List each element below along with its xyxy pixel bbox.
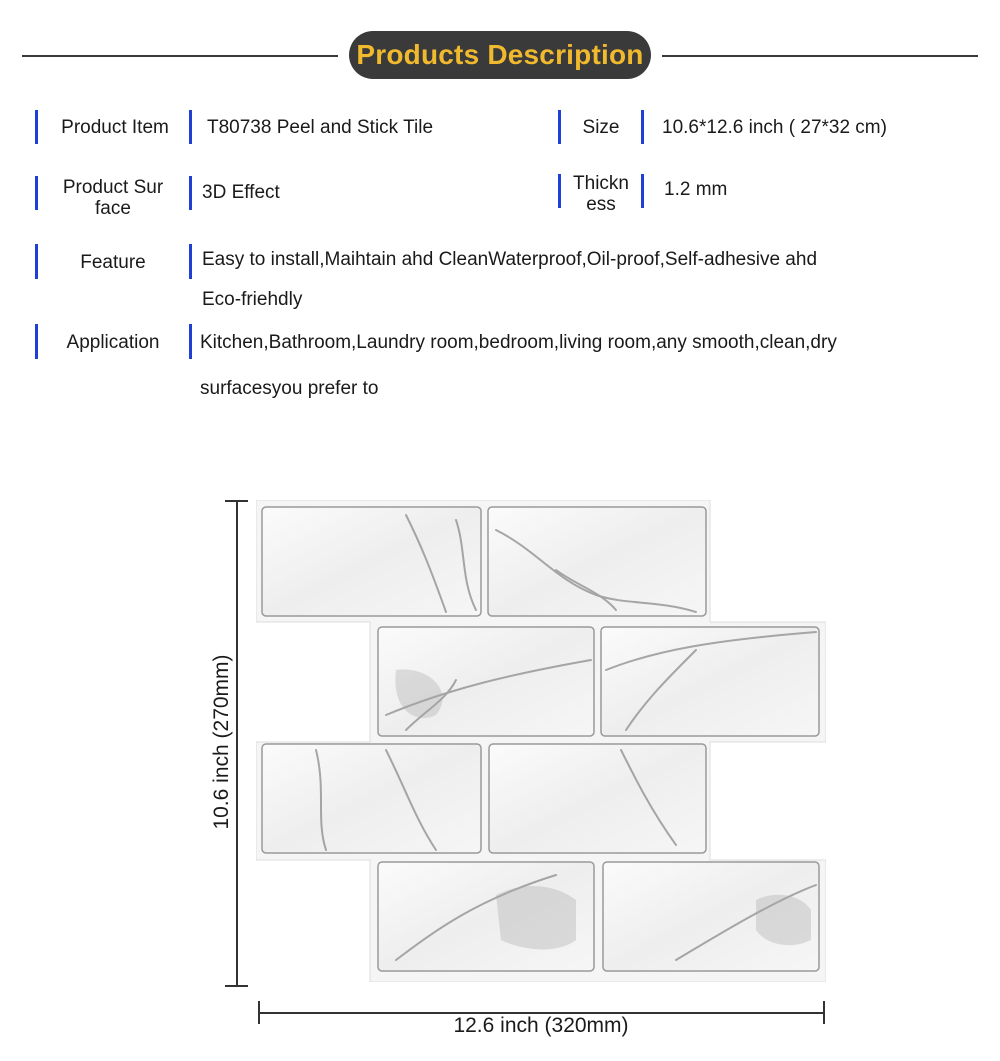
product-surface-value: 3D Effect <box>202 182 280 203</box>
product-surface-label-line2: face <box>95 198 131 219</box>
accent-bar <box>35 324 38 359</box>
product-item-value: T80738 Peel and Stick Tile <box>207 117 434 138</box>
page-title: Products Description <box>349 31 651 79</box>
accent-bar <box>641 110 644 144</box>
header-rule-right <box>662 55 978 57</box>
height-dimension-line <box>236 500 238 986</box>
feature-value-line2: Eco-friehdly <box>202 289 303 310</box>
thickness-value: 1.2 mm <box>664 179 728 200</box>
product-item-label: Product Item <box>61 117 169 138</box>
size-label: Size <box>582 117 620 138</box>
accent-bar <box>189 244 192 279</box>
application-value-line2: surfacesyou prefer to <box>200 378 379 399</box>
thickness-label-line1: Thickn <box>573 173 629 194</box>
thickness-label-line2: ess <box>586 194 616 215</box>
feature-value-line1: Easy to install,Maihtain ahd CleanWaterproof,Oil-proof,Self-adhesive ahd <box>202 249 818 270</box>
width-dimension-label: 12.6 inch (320mm) <box>453 1014 629 1037</box>
height-dimension-cap-top <box>225 500 248 502</box>
thickness-label <box>562 173 640 215</box>
accent-bar <box>641 174 644 208</box>
application-label: Application <box>66 332 160 353</box>
accent-bar <box>558 174 561 208</box>
accent-bar <box>35 176 38 210</box>
application-value-line1: Kitchen,Bathroom,Laundry room,bedroom,living room,any smooth,clean,dry <box>200 332 837 353</box>
accent-bar <box>189 176 192 210</box>
accent-bar <box>189 324 192 359</box>
accent-bar <box>189 110 192 144</box>
tile-sheet-svg <box>256 500 826 982</box>
header-rule-left <box>22 55 338 57</box>
tile-sheet-image <box>256 500 826 982</box>
accent-bar <box>558 110 561 144</box>
accent-bar <box>35 110 38 144</box>
product-surface-label-line1: Product Sur <box>62 177 164 198</box>
product-surface-label <box>40 177 186 219</box>
size-value: 10.6*12.6 inch ( 27*32 cm) <box>662 117 887 138</box>
height-dimension-cap-bottom <box>225 985 248 987</box>
accent-bar <box>35 244 38 279</box>
feature-label: Feature <box>80 252 146 273</box>
